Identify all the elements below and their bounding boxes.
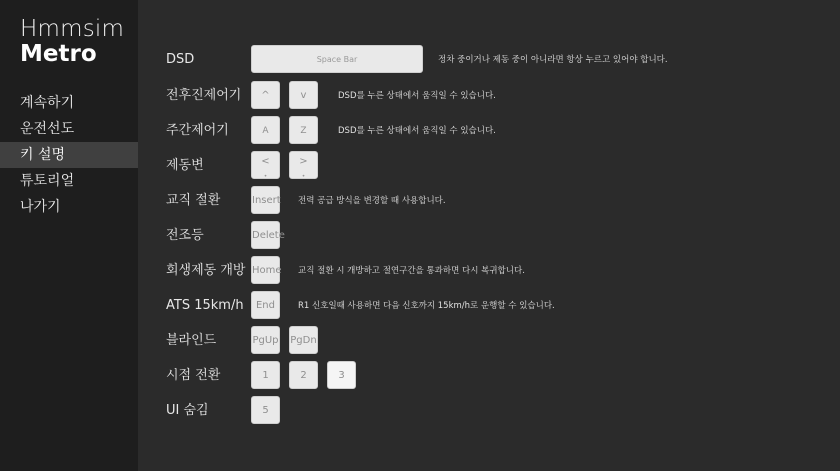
key-z[interactable]: Z (289, 116, 318, 144)
key-comma[interactable]: < • (251, 151, 280, 179)
menu-item-continue[interactable]: 계속하기 (20, 95, 75, 111)
key-page-up[interactable]: PgUp (251, 326, 280, 354)
logo-subtitle: Metro (20, 41, 97, 67)
key-row-label: 주간제어기 (166, 123, 229, 138)
key-row-description: 정차 중이거나 제동 중이 아니라면 항상 누르고 있어야 합니다. (438, 55, 668, 65)
key-forward[interactable]: ^ (251, 81, 280, 109)
key-row-label: DSD (166, 52, 195, 67)
key-home[interactable]: Home (251, 256, 280, 284)
key-space-bar[interactable]: Space Bar (251, 45, 423, 73)
menu-item-key-guide[interactable]: 키 설명 (0, 142, 138, 168)
key-a[interactable]: A (251, 116, 280, 144)
key-row-label: 전조등 (166, 228, 204, 243)
key-insert[interactable]: Insert (251, 186, 280, 214)
key-1[interactable]: 1 (251, 361, 280, 389)
logo-title: Hmmsim (20, 16, 125, 42)
key-row-label: 회생제동 개방 (166, 263, 246, 278)
key-guide-panel (138, 0, 840, 471)
main-menu (0, 90, 138, 220)
key-2[interactable]: 2 (289, 361, 318, 389)
key-row-description: DSD를 누른 상태에서 움직일 수 있습니다. (338, 126, 496, 136)
menu-item-exit[interactable]: 나가기 (20, 199, 61, 215)
key-row-label: ATS 15km/h (166, 298, 244, 313)
app-logo (20, 18, 124, 66)
key-3[interactable]: 3 (327, 361, 356, 389)
key-5[interactable]: 5 (251, 396, 280, 424)
key-row-label: 교직 절환 (166, 193, 221, 208)
menu-item-driving-diagram[interactable]: 운전선도 (20, 121, 75, 137)
key-delete[interactable]: Delete (251, 221, 280, 249)
key-period[interactable]: > • (289, 151, 318, 179)
key-reverse[interactable]: v (289, 81, 318, 109)
key-row-description: R1 신호일때 사용하면 다음 신호까지 15km/h로 운행할 수 있습니다. (298, 301, 555, 311)
key-row-label: 제동변 (166, 158, 204, 173)
key-row-description: 전력 공급 방식을 변경할 때 사용합니다. (298, 196, 446, 206)
key-end[interactable]: End (251, 291, 280, 319)
key-row-label: 전후진제어기 (166, 88, 242, 103)
key-row-label: UI 숨김 (166, 403, 209, 418)
key-page-down[interactable]: PgDn (289, 326, 318, 354)
menu-item-tutorial[interactable]: 튜토리얼 (20, 173, 75, 189)
key-row-description: DSD를 누른 상태에서 움직일 수 있습니다. (338, 91, 496, 101)
sidebar (0, 0, 138, 471)
key-row-label: 시점 전환 (166, 368, 221, 383)
key-row-label: 블라인드 (166, 333, 217, 348)
key-row-description: 교직 절환 시 개방하고 절연구간을 통과하면 다시 복귀합니다. (298, 266, 525, 276)
